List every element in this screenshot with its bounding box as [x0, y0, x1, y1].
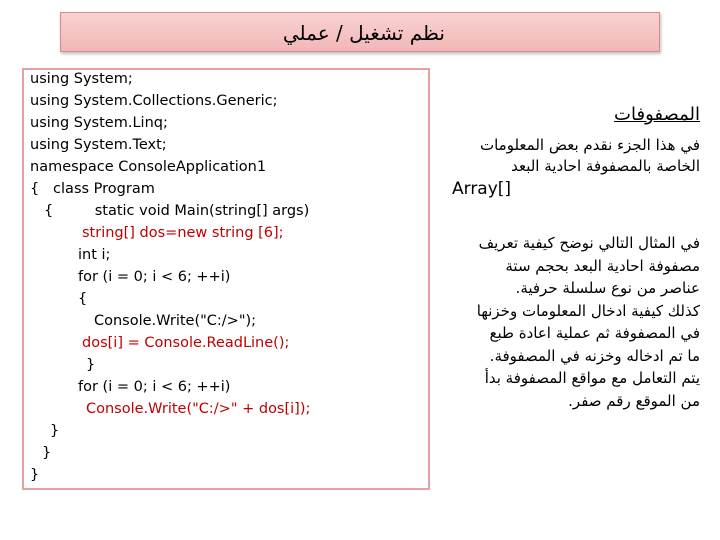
- code-line: using System;: [30, 71, 133, 87]
- paragraph-line: كذلك كيفية ادخال المعلومات وخزنها: [476, 301, 700, 320]
- code-line: dos[i] = Console.ReadLine();: [82, 335, 290, 351]
- slide-title: نظم تشغيل / عملي: [282, 21, 445, 45]
- code-listing: [22, 68, 430, 490]
- example-paragraph: [445, 232, 700, 412]
- paragraph-line: الخاصة بالمصفوفة احادية البعد: [511, 157, 700, 175]
- code-line: for (i = 0; i < 6; ++i): [78, 379, 231, 395]
- section-heading: المصفوفات: [614, 104, 700, 125]
- code-line: using System.Collections.Generic;: [30, 93, 278, 109]
- paragraph-line: يتم التعامل مع مواقع المصفوفة بدأ: [484, 369, 700, 387]
- array-term: Array[]: [452, 179, 512, 199]
- code-line: {: [78, 291, 88, 307]
- code-line: }: [42, 445, 52, 461]
- paragraph-line: في المثال التالي نوضح كيفية تعريف: [478, 234, 700, 252]
- code-line: using System.Linq;: [30, 115, 168, 131]
- code-line: namespace ConsoleApplication1: [30, 159, 267, 175]
- code-line: }: [86, 357, 96, 373]
- code-line: int i;: [78, 247, 111, 263]
- paragraph-line: من الموقع رقم صفر.: [568, 391, 700, 410]
- code-line: }: [50, 423, 60, 439]
- paragraph-line: ما تم ادخاله وخزنه في المصفوفة.: [489, 346, 700, 365]
- code-line: { static void Main(string[] args): [44, 203, 310, 219]
- code-line: }: [30, 467, 40, 483]
- code-line: for (i = 0; i < 6; ++i): [78, 269, 231, 285]
- paragraph-line: في المصفوفة ثم عملية اعادة طبع: [489, 324, 700, 342]
- code-line: using System.Text;: [30, 137, 167, 153]
- paragraph-line: مصفوفة احادية البعد بحجم ستة: [505, 256, 700, 275]
- code-line: string[] dos=new string [6];: [82, 225, 284, 241]
- code-line: { class Program: [30, 181, 155, 197]
- intro-paragraph: [440, 135, 700, 177]
- paragraph-line: في هذا الجزء نقدم بعض المعلومات: [479, 136, 700, 154]
- code-line: Console.Write("C:/>" + dos[i]);: [86, 401, 311, 417]
- code-line: Console.Write("C:/>");: [94, 313, 257, 329]
- slide-title-bar: [60, 12, 660, 52]
- paragraph-line: عناصر من نوع سلسلة حرفية.: [515, 279, 700, 297]
